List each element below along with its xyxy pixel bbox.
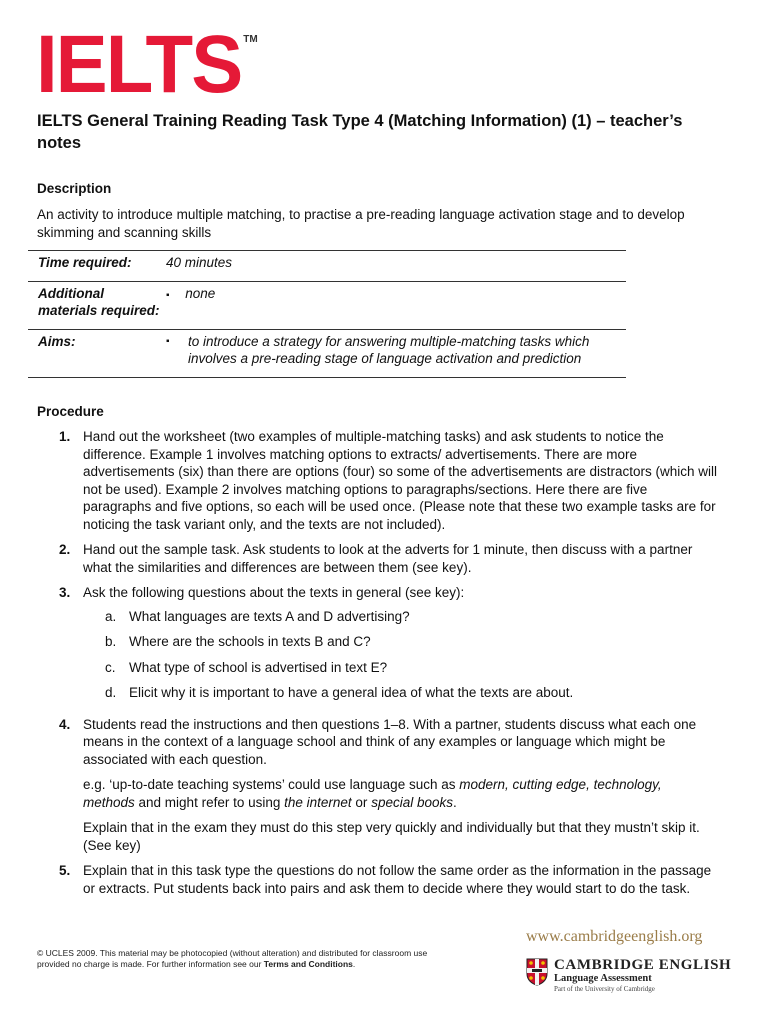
time-label: Time required: — [28, 251, 166, 282]
list-item — [37, 584, 717, 702]
list-item — [37, 428, 717, 533]
example-text: e.g. ‘up-to-date teaching systems’ could use language such as — [83, 777, 460, 792]
explain-paragraph: Explain that in the exam they must do this step very quickly and individually but that they mustn’t skip it. (See key) — [83, 820, 700, 853]
brand-tagline: Part of the University of Cambridge — [554, 985, 655, 993]
step-text: Explain that in this task type the questions do not follow the same order as the information in the passage or extracts. Put students back into pairs and ask them to decide where they would start to do the task. — [83, 863, 712, 896]
step-text: Ask the following questions about the texts in general (see key): — [83, 585, 465, 600]
time-value — [166, 251, 626, 282]
table-row-aims — [28, 329, 626, 377]
sub-item — [105, 684, 717, 702]
materials-label: Additional materials required: — [28, 281, 166, 329]
bullet-icon: ▪ — [166, 335, 170, 347]
step-text: Students read the instructions and then questions 1–8. With a partner, students discuss what each one means in the context of a language school and think of any examples or language which might be associated with each question. — [83, 716, 697, 767]
example-emphasis: the internet — [284, 794, 352, 810]
brand-text — [554, 958, 731, 994]
time-value-text: 40 minutes — [166, 255, 233, 270]
info-table — [28, 250, 626, 378]
aims-label: Aims: — [28, 329, 166, 377]
step-number: 1. — [59, 429, 71, 444]
sub-letter: c. — [105, 659, 116, 675]
sub-text: What languages are texts A and D advertising? — [129, 608, 410, 624]
step-text: Hand out the worksheet (two examples of multiple-matching tasks) and ask students to notice the difference. Example 1 involves matching options to extracts/ advertisements. There are more advertisements (six) than there are options (four) so some of the advertisements are distractors (which will not be used). Example 2 involves matching options to paragraphs/sections. Here there are five paragraphs and five options, so each will be used once. (Please note that these two example tasks are for noticing the task variant only, and the texts are not included). — [83, 429, 718, 532]
example-text: and might refer to using — [134, 794, 285, 810]
cambridge-shield-icon — [526, 958, 548, 986]
step-number: 3. — [59, 585, 71, 600]
ielts-logo — [36, 17, 258, 110]
example-paragraph — [83, 776, 717, 811]
bullet-icon: ▪ — [166, 289, 170, 301]
materials-value-text: none — [185, 285, 216, 301]
list-item — [37, 716, 717, 855]
procedure-heading: Procedure — [37, 404, 104, 419]
example-text: . — [453, 794, 457, 810]
cambridge-english-logo — [526, 958, 731, 994]
sub-item — [105, 608, 717, 626]
brand-subtitle: Language Assessment — [554, 973, 652, 984]
aims-item — [166, 333, 616, 368]
example-emphasis: modern, cutting edge, technology, methods — [83, 777, 662, 810]
example-emphasis: special books — [371, 794, 453, 810]
step-number: 2. — [59, 542, 71, 557]
logo-wordmark: IELTS — [36, 17, 242, 110]
copyright-text: © UCLES 2009. This material may be photocopied (without alteration) and distributed for classroom use provided no charge is made. For further information see our — [37, 948, 428, 969]
table-row-materials — [28, 281, 626, 329]
sub-text: Where are the schools in texts B and C? — [129, 634, 371, 649]
website-url[interactable]: www.cambridgeenglish.org — [526, 928, 703, 945]
description-heading: Description — [37, 181, 112, 196]
sub-letter: b. — [105, 634, 117, 649]
aims-value — [166, 329, 626, 377]
procedure-list — [37, 428, 717, 905]
terms-link[interactable]: Terms and Conditions — [263, 959, 353, 969]
document-title: IELTS General Training Reading Task Type 4 (Matching Information) (1) – teacher’s notes — [37, 112, 683, 152]
materials-value — [166, 281, 626, 329]
description-text: An activity to introduce multiple matching, to practise a pre-reading language activation stage and to develop skimming and scanning skills — [37, 207, 685, 240]
brand-name: CAMBRIDGE ENGLISH — [554, 957, 732, 973]
sub-item — [105, 633, 717, 651]
step-text: Hand out the sample task. Ask students to look at the adverts for 1 minute, then discuss with a partner what the similarities and differences are between them (see key). — [83, 542, 693, 575]
sub-letter: a. — [105, 608, 117, 624]
list-item — [37, 862, 717, 897]
example-text: or — [351, 794, 372, 810]
copyright-period: . — [352, 959, 356, 969]
sub-text: What type of school is advertised in text E? — [129, 659, 388, 675]
sub-item — [105, 659, 717, 677]
trademark-symbol: TM — [243, 34, 258, 45]
aims-value-text: to introduce a strategy for answering multiple-matching tasks which involves a pre-reading stage of language activation and prediction — [188, 333, 590, 366]
list-item — [37, 541, 717, 576]
step-number: 4. — [59, 716, 71, 732]
step-number: 5. — [59, 863, 71, 878]
copyright-notice — [37, 948, 457, 970]
table-row-time — [28, 251, 626, 282]
sub-text: Elicit why it is important to have a general idea of what the texts are about. — [129, 685, 574, 700]
sub-letter: d. — [105, 685, 117, 700]
